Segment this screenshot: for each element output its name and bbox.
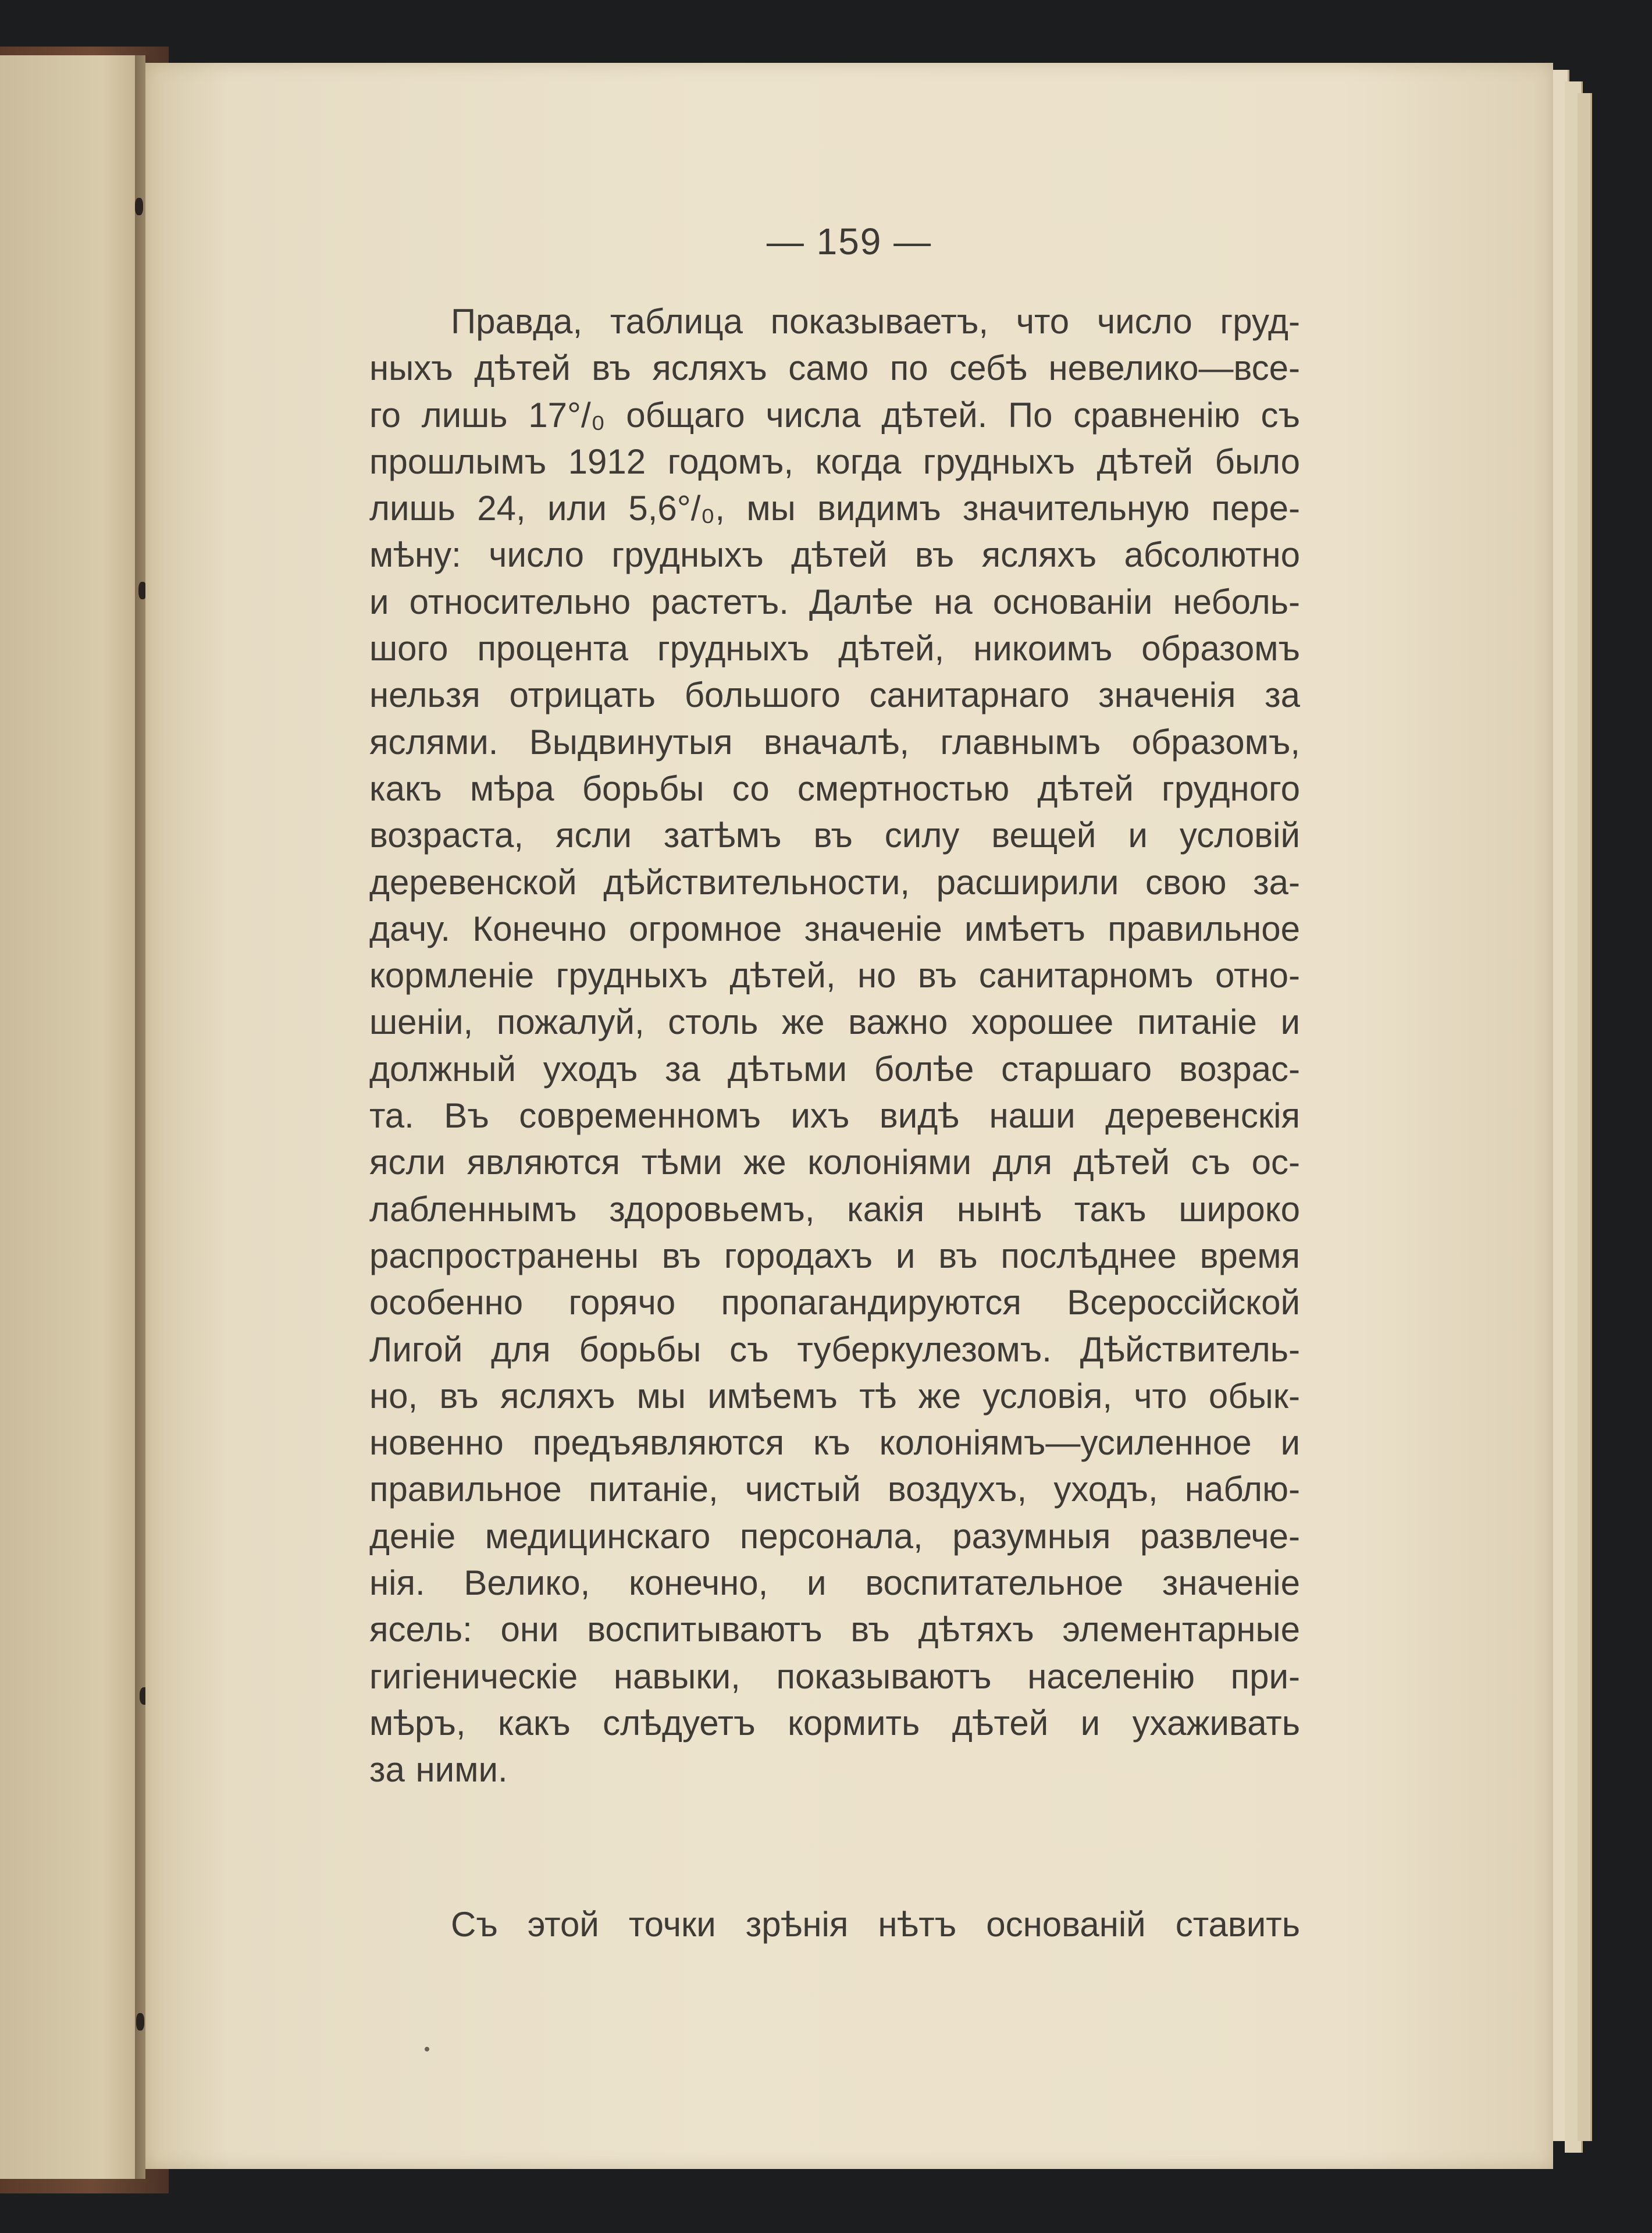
text-line: особенно горячо пропагандируются Всероссійской	[369, 1283, 1300, 1322]
text-line: ясель: они воспитываютъ въ дѣтяхъ элементарные	[369, 1610, 1300, 1649]
text-line: мѣну: число грудныхъ дѣтей въ ясляхъ абсолютно	[369, 535, 1300, 575]
text-line: ныхъ дѣтей въ ясляхъ само по себѣ невелико—все-	[369, 349, 1300, 388]
text-line: кормленіе грудныхъ дѣтей, но въ санитарномъ отно-	[369, 956, 1300, 995]
text-line: шого процента грудныхъ дѣтей, никоимъ образомъ	[369, 629, 1300, 669]
text-line: шеніи, пожалуй, столь же важно хорошее питаніе и	[369, 1002, 1300, 1042]
text-line: возраста, ясли затѣмъ въ силу вещей и условій	[369, 816, 1300, 855]
page-speck	[425, 2047, 429, 2051]
facing-page-edge	[0, 55, 145, 2179]
text-line: яслями. Выдвинутыя вначалѣ, главнымъ образомъ,	[369, 722, 1300, 762]
text-line: ясли являются тѣми же колоніями для дѣтей съ ос-	[369, 1143, 1300, 1182]
text-line: гигіеническіе навыки, показываютъ населенію при-	[369, 1656, 1300, 1696]
paragraph-1	[369, 298, 1300, 1794]
text-line: дачу. Конечно огромное значеніе имѣетъ правильное	[369, 909, 1300, 948]
text-line: какъ мѣра борьбы со смертностью дѣтей грудного	[369, 769, 1300, 808]
page-number: — 159 —	[766, 221, 932, 262]
text-line: должный уходъ за дѣтьми болѣе старшаго возрас-	[369, 1049, 1300, 1089]
text-line: Правда, таблица показываетъ, что число груд-	[451, 302, 1300, 341]
text-line: Съ этой точки зрѣнія нѣтъ основаній ставить	[451, 1905, 1300, 1944]
text-line: Лигой для борьбы съ туберкулезомъ. Дѣйствитель-	[369, 1329, 1300, 1369]
book-page	[145, 63, 1553, 2169]
text-line: но, въ ясляхъ мы имѣемъ тѣ же условія, что обык-	[369, 1376, 1300, 1416]
text-line: лабленнымъ здоровьемъ, какія нынѣ такъ широко	[369, 1189, 1300, 1229]
text-line: деніе медицинскаго персонала, разумныя развлече-	[369, 1516, 1300, 1556]
text-line: нія. Велико, конечно, и воспитательное значеніе	[369, 1563, 1300, 1603]
binding-mark	[135, 198, 143, 215]
page-edge-leaf	[1578, 93, 1592, 2141]
text-line: новенно предъявляются къ колоніямъ—усиленное и	[369, 1423, 1300, 1463]
text-line: распространены въ городахъ и въ послѣднее время	[369, 1236, 1300, 1275]
text-line: лишь 24, или 5,6°/₀, мы видимъ значительную пере-	[369, 489, 1300, 528]
text-line: го лишь 17°/₀ общаго числа дѣтей. По сравненію съ	[369, 395, 1300, 435]
text-line: и относительно растетъ. Далѣе на основаніи неболь-	[369, 582, 1300, 621]
binding-mark	[136, 2013, 144, 2031]
paragraph-2	[369, 1901, 1300, 1948]
text-line: мѣръ, какъ слѣдуетъ кормить дѣтей и ухаживать	[369, 1703, 1300, 1743]
text-line: та. Въ современномъ ихъ видѣ наши деревенскія	[369, 1096, 1300, 1136]
text-line: правильное питаніе, чистый воздухъ, уходъ, наблю-	[369, 1470, 1300, 1509]
text-line: нельзя отрицать большого санитарнаго значенія за	[369, 675, 1300, 715]
text-line: прошлымъ 1912 годомъ, когда грудныхъ дѣтей было	[369, 442, 1300, 481]
text-line: деревенской дѣйствительности, расширили свою за-	[369, 862, 1300, 902]
text-line: за ними.	[369, 1750, 508, 1790]
